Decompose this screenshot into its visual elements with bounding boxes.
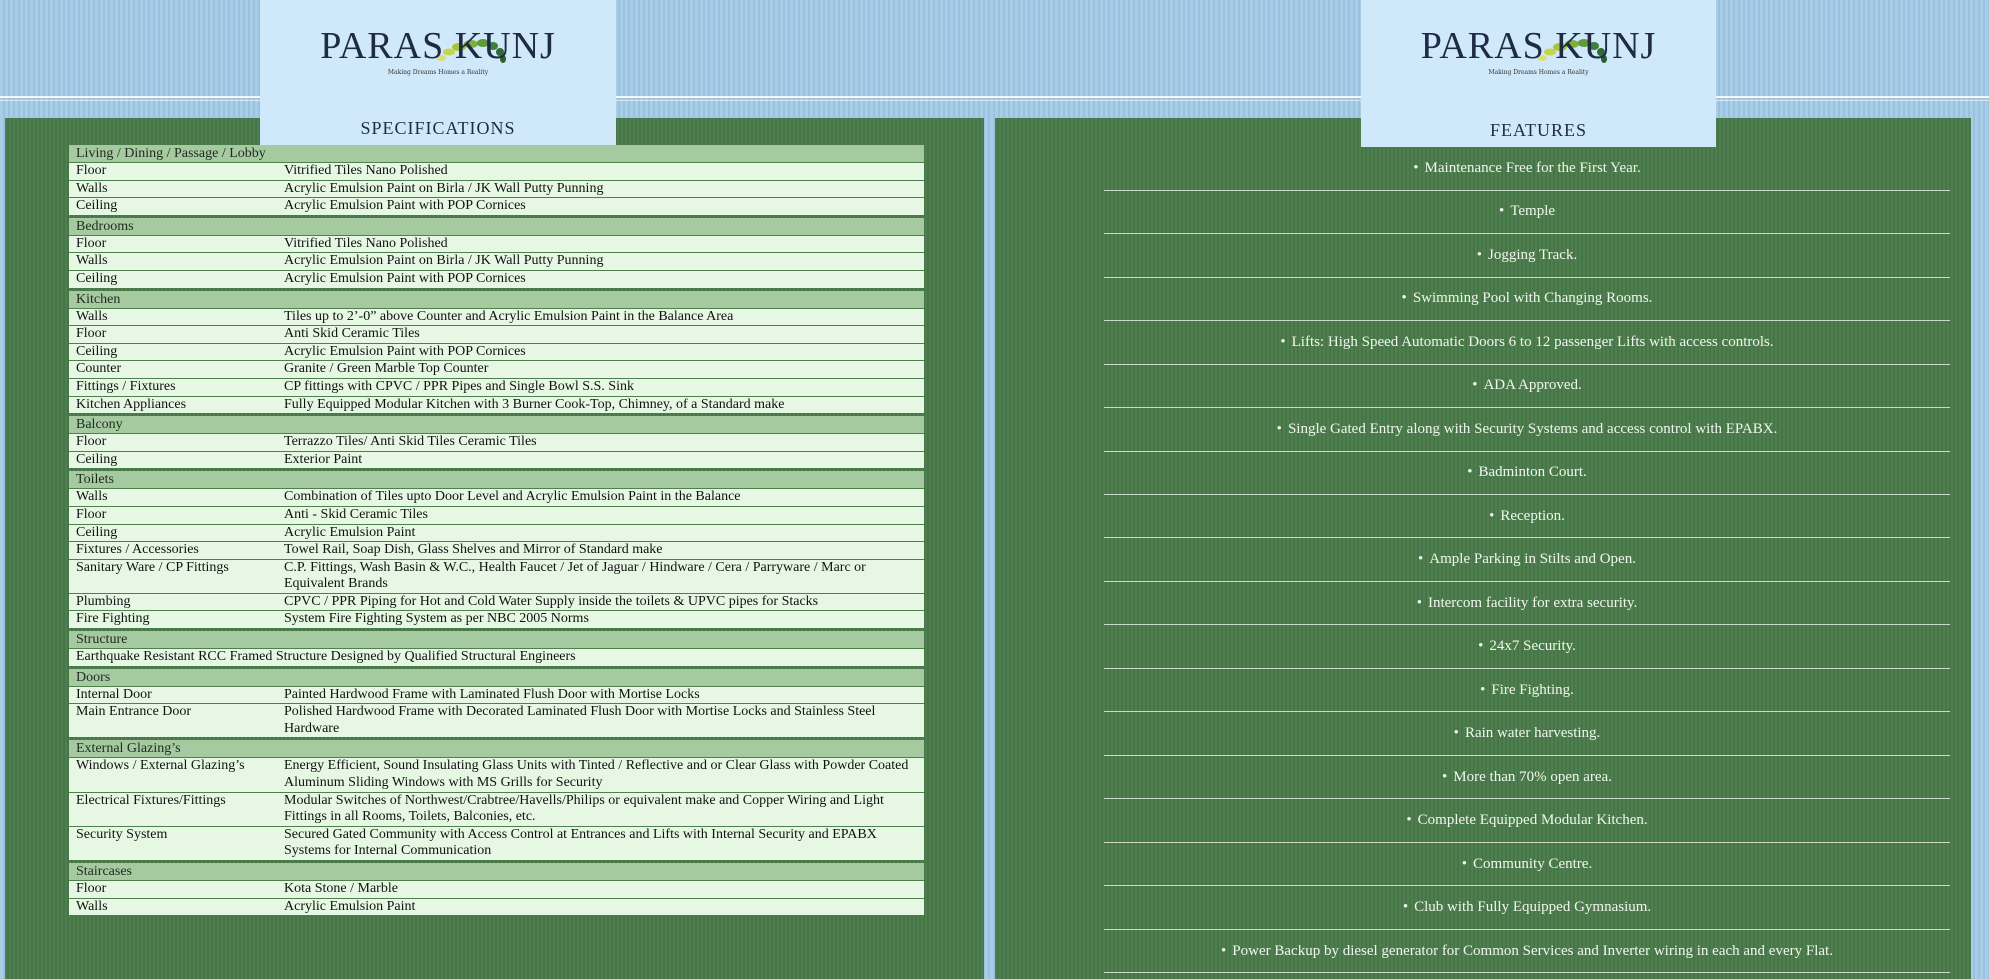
feature-text: Community Centre. [1473, 855, 1593, 872]
spec-group-heading: Living / Dining / Passage / Lobby [69, 145, 924, 162]
spec-value: C.P. Fittings, Wash Basin & W.C., Health Faucet / Jet of Jaguar / Hindware / Cera / Parryware / Marc or Equivalent Brands [284, 559, 866, 592]
feature-text: Maintenance Free for the First Year. [1424, 160, 1641, 176]
feature-text: Power Backup by diesel generator for Common Services and Inverter wiring in each and every Flat. [1232, 942, 1833, 959]
spec-row [69, 325, 924, 343]
spec-row [69, 686, 924, 704]
feature-item [1104, 844, 1950, 887]
spec-group-heading: Doors [69, 669, 924, 686]
spec-value: Vitrified Tiles Nano Polished [284, 235, 448, 251]
bullet-icon: • [1221, 942, 1227, 959]
feature-text: Rain water harvesting. [1464, 725, 1601, 742]
spec-row [69, 826, 924, 860]
feature-text: Badminton Court. [1478, 464, 1587, 481]
spec-label: Floor [76, 506, 107, 522]
spec-value: Acrylic Emulsion Paint on Birla / JK Wall Putty Punning [284, 253, 604, 269]
feature-item [1104, 583, 1950, 626]
spec-value: System Fire Fighting System as per NBC 2005 Norms [284, 611, 589, 627]
specifications-table [69, 145, 924, 915]
spec-group-heading: Toilets [69, 471, 924, 488]
spec-row [69, 235, 924, 253]
spec-group-heading: Kitchen [69, 291, 924, 308]
spec-row [69, 433, 924, 451]
spec-value: Exterior Paint [284, 451, 363, 467]
feature-text: 24x7 Security. [1489, 638, 1576, 655]
spec-value: Acrylic Emulsion Paint [284, 898, 416, 914]
spec-group-heading: External Glazing’s [69, 740, 924, 757]
spec-label: Fire Fighting [76, 611, 150, 627]
spec-label: Walls [76, 489, 108, 505]
spec-row [69, 506, 924, 524]
spec-row [69, 451, 924, 469]
spec-value: Anti Skid Ceramic Tiles [284, 326, 420, 342]
feature-text: Club with Fully Equipped Gymnasium. [1414, 899, 1652, 916]
feature-item [1104, 365, 1950, 408]
spec-label: Main Entrance Door [76, 704, 192, 720]
bullet-icon: • [1472, 377, 1478, 394]
spec-value: Acrylic Emulsion Paint on Birla / JK Wall Putty Punning [284, 180, 604, 196]
spec-row [69, 378, 924, 396]
spec-value: Tiles up to 2’-0” above Counter and Acrylic Emulsion Paint in the Balance Area [284, 308, 734, 324]
spec-row [69, 880, 924, 898]
bullet-icon: • [1476, 246, 1483, 263]
brand-name: PARAS KUNJ [320, 25, 556, 67]
bullet-icon: • [1478, 638, 1484, 655]
feature-item [1104, 887, 1950, 930]
feature-text: Reception. [1500, 507, 1565, 524]
spec-value: Painted Hardwood Frame with Laminated Flush Door with Mortise Locks [284, 686, 700, 702]
spec-group-heading: Balcony [69, 416, 924, 433]
spec-row [69, 524, 924, 542]
spec-label: Counter [76, 361, 122, 377]
spec-value: Energy Efficient, Sound Insulating Glass Units with Tinted / Reflective and or Clear Glass with Powder Coated Aluminum Sliding Windows with MS Grills for Security [284, 758, 909, 791]
bullet-icon: • [1461, 855, 1468, 872]
feature-item [1104, 235, 1950, 278]
spec-value: Fully Equipped Modular Kitchen with 3 Burner Cook-Top, Chimney, of a Standard make [284, 396, 785, 412]
spec-label: Plumbing [76, 593, 131, 609]
feature-text: Ample Parking in Stilts and Open. [1429, 551, 1636, 568]
spec-label: Ceiling [76, 198, 118, 214]
bullet-icon: • [1418, 551, 1424, 568]
feature-item [1104, 626, 1950, 669]
feature-item [1104, 452, 1950, 495]
feature-text: Complete Equipped Modular Kitchen. [1417, 812, 1648, 829]
spec-value: Granite / Green Marble Top Counter [284, 361, 489, 377]
spec-value: CPVC / PPR Piping for Hot and Cold Water Supply inside the toilets & UPVC pipes for Stacks [284, 593, 819, 609]
feature-text: Jogging Track. [1488, 246, 1578, 263]
feature-item [1104, 409, 1950, 452]
spec-value: Polished Hardwood Frame with Decorated Laminated Flush Door with Mortise Locks and Stainless Steel Hardware [284, 704, 876, 736]
feature-item [1104, 757, 1950, 800]
spec-value: Towel Rail, Soap Dish, Glass Shelves and Mirror of Standard make [284, 542, 663, 558]
spec-label: Floor [76, 163, 107, 178]
feature-text: Single Gated Entry along with Security Systems and access control with EPABX. [1287, 420, 1778, 437]
bullet-icon: • [1498, 203, 1505, 220]
feature-item [1104, 713, 1950, 756]
spec-label: Walls [76, 180, 108, 196]
feature-text: More than 70% open area. [1453, 768, 1612, 785]
spec-row [69, 162, 924, 180]
bullet-icon: • [1402, 899, 1409, 916]
bullet-icon: • [1401, 290, 1407, 307]
spec-row [69, 270, 924, 288]
bullet-icon: • [1406, 812, 1412, 829]
spec-row [69, 757, 924, 791]
bullet-icon: • [1489, 507, 1495, 524]
feature-item [1104, 278, 1950, 321]
feature-item [1104, 322, 1950, 365]
feature-text: Fire Fighting. [1491, 681, 1574, 698]
spec-label: Floor [76, 326, 107, 342]
spec-row [69, 559, 924, 593]
spec-value: Anti - Skid Ceramic Tiles [284, 506, 428, 522]
features-title: FEATURES [1489, 120, 1587, 140]
spec-value: Acrylic Emulsion Paint with POP Cornices [284, 198, 526, 214]
spec-group-heading: Structure [69, 631, 924, 648]
spec-label: Fittings / Fixtures [76, 378, 176, 394]
bullet-icon: • [1280, 333, 1286, 350]
spec-label: Fixtures / Accessories [76, 542, 199, 558]
spec-value: Combination of Tiles upto Door Level and Acrylic Emulsion Paint in the Balance [284, 489, 741, 505]
spec-label: Security System [76, 826, 168, 842]
spec-row [69, 703, 924, 737]
spec-row [69, 197, 924, 215]
spec-value: Acrylic Emulsion Paint with POP Cornices [284, 343, 526, 359]
brand-tagline: Making Dreams Homes a Reality [387, 69, 489, 76]
bullet-icon: • [1276, 420, 1282, 437]
feature-item [1104, 800, 1950, 843]
spec-value: Kota Stone / Marble [284, 881, 398, 896]
brand-tagline: Making Dreams Homes a Reality [1488, 69, 1589, 76]
spec-label: Internal Door [76, 686, 152, 702]
features-list [1104, 148, 1950, 974]
spec-row [69, 180, 924, 198]
spec-value: Acrylic Emulsion Paint [284, 524, 416, 540]
bullet-icon: • [1416, 594, 1422, 611]
spec-value: Secured Gated Community with Access Control at Entrances and Lifts with Internal Security and EPABX Systems for Internal Communication [284, 826, 877, 859]
feature-text: ADA Approved. [1483, 377, 1582, 394]
spec-row [69, 541, 924, 559]
spec-label: Floor [76, 235, 107, 251]
spec-label: Kitchen Appliances [76, 396, 187, 412]
spec-row [69, 898, 924, 916]
bullet-icon: • [1467, 464, 1473, 481]
spec-label: Electrical Fixtures/Fittings [76, 792, 226, 808]
feature-item [1104, 670, 1950, 713]
spec-label: Walls [76, 308, 108, 324]
spec-label: Windows / External Glazing’s [76, 758, 245, 774]
feature-text: Intercom facility for extra security. [1427, 594, 1638, 611]
spec-row [69, 792, 924, 826]
brand-name: PARAS KUNJ [1420, 25, 1657, 67]
spec-value: Vitrified Tiles Nano Polished [284, 163, 448, 178]
spec-row [69, 593, 924, 611]
spec-row [69, 488, 924, 506]
bullet-icon: • [1480, 681, 1486, 698]
spec-label: Walls [76, 898, 108, 914]
spec-label: Ceiling [76, 343, 118, 359]
spec-row [69, 648, 924, 666]
bullet-icon: • [1442, 768, 1448, 785]
spec-row [69, 252, 924, 270]
spec-value: Acrylic Emulsion Paint with POP Cornices [284, 270, 526, 286]
spec-label: Ceiling [76, 270, 118, 286]
feature-item [1104, 148, 1950, 191]
spec-row [69, 308, 924, 326]
specifications-header-card [260, 0, 616, 145]
feature-item [1104, 931, 1950, 974]
spec-row [69, 610, 924, 628]
feature-text: Lifts: High Speed Automatic Doors 6 to 12 passenger Lifts with access controls. [1291, 333, 1774, 350]
spec-label: Ceiling [76, 524, 118, 540]
spec-value: CP fittings with CPVC / PPR Pipes and Single Bowl S.S. Sink [284, 378, 634, 394]
spec-value: Terrazzo Tiles/ Anti Skid Tiles Ceramic Tiles [284, 434, 537, 450]
spec-label: Ceiling [76, 451, 118, 467]
feature-text: Temple [1510, 203, 1556, 220]
spec-row [69, 396, 924, 414]
spec-label: Sanitary Ware / CP Fittings [76, 559, 229, 575]
bullet-icon: • [1453, 725, 1459, 742]
spec-row [69, 343, 924, 361]
spec-group-heading: Staircases [69, 863, 924, 880]
spec-label: Floor [76, 434, 107, 450]
spec-value: Modular Switches of Northwest/Crabtree/Havells/Philips or equivalent make and Copper Wiring and Light Fittings in all Rooms, Toilets, Balconies, etc. [284, 792, 884, 825]
feature-text: Swimming Pool with Changing Rooms. [1412, 290, 1653, 307]
feature-item [1104, 496, 1950, 539]
feature-item [1104, 539, 1950, 582]
spec-label: Earthquake Resistant RCC Framed Structure Designed by Qualified Structural Engineers [76, 649, 576, 665]
spec-label: Walls [76, 253, 108, 269]
features-header-card [1361, 0, 1716, 147]
spec-label: Floor [76, 881, 107, 896]
feature-item [1104, 191, 1950, 234]
spec-row [69, 360, 924, 378]
spec-group-heading: Bedrooms [69, 218, 924, 235]
bullet-icon: • [1413, 160, 1419, 176]
specifications-title: SPECIFICATIONS [360, 118, 516, 138]
